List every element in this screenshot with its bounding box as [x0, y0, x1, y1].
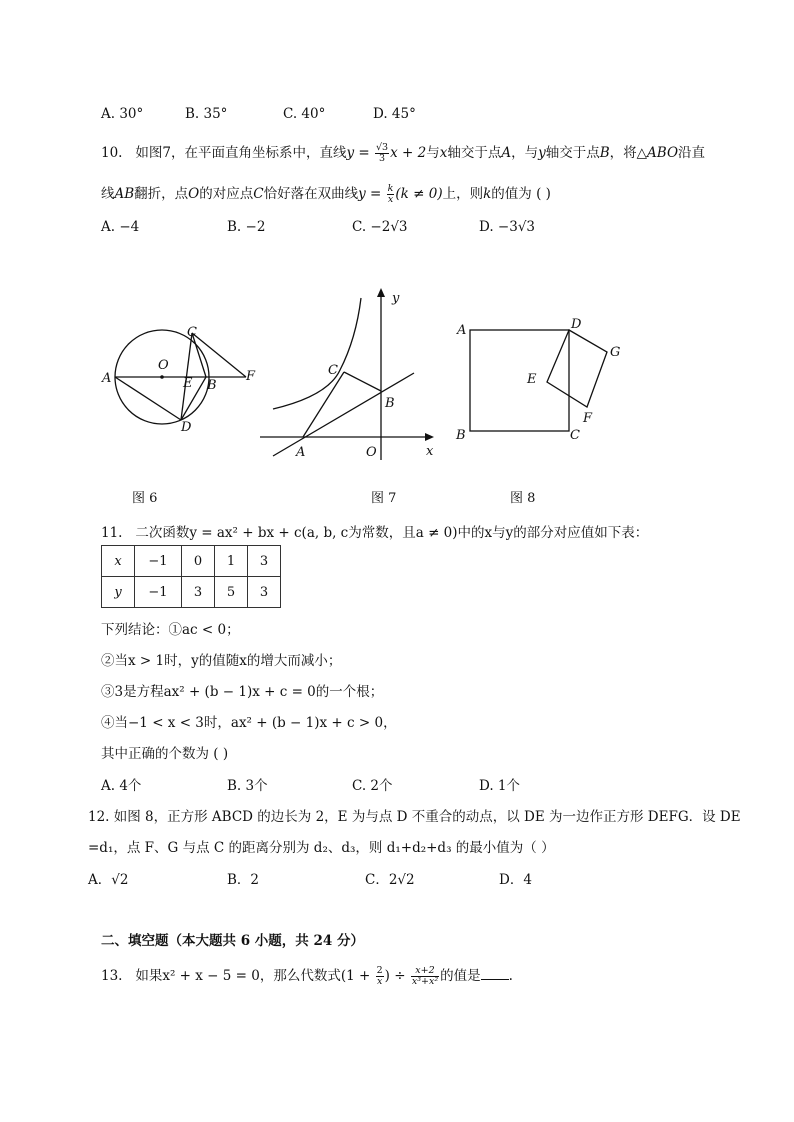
table-cell: 3: [182, 577, 215, 608]
table-cell: 5: [215, 577, 248, 608]
fig8-label-A: A: [457, 323, 467, 338]
q11-text: 二次函数y = ax² + bx + c(a, b, c为常数，且a ≠ 0)中的x与y的部分对应值如下表：: [135, 525, 649, 541]
q13-answer-blank[interactable]: [481, 967, 509, 980]
q11-option-d: D. 1个: [479, 778, 521, 794]
table-cell: 0: [182, 546, 215, 577]
table-cell: −1: [135, 577, 182, 608]
fig6-label-C: C: [187, 325, 197, 340]
fig8-label-G: G: [610, 345, 621, 360]
table-cell: −1: [135, 546, 182, 577]
fig6-label-A: A: [102, 371, 112, 386]
fig7-label-x: x: [426, 444, 434, 459]
q12-line-1: 12. 如图 8，正方形 ABCD 的边长为 2，E 为与点 D 不重合的动点，以 DE 为一边作正方形 DEFG．设 DE: [88, 809, 741, 825]
fig8-label-F: F: [583, 411, 593, 426]
q10-option-b: B. −2: [227, 219, 266, 235]
fig8-label-E: E: [527, 372, 537, 387]
q13-fraction-2: $\frac{x+2}{\text{x³+x²}}$: [411, 965, 439, 987]
q12-option-a: A．√2: [88, 872, 129, 888]
q11-question: 其中正确的个数为 ( ): [101, 746, 229, 762]
q11-conclusion-4: ④当−1 < x < 3时，ax² + (b − 1)x + c > 0，: [101, 715, 397, 731]
q10-line-2: 线AB翻折，点O的对应点C恰好落在双曲线y = $\frac{k}{x}$ (k ≠ 0)上，则k的值为 ( ): [101, 183, 551, 205]
q13-number: 13.: [101, 968, 123, 984]
figure-8-diagram: [452, 315, 632, 445]
table-cell: 3: [248, 577, 281, 608]
fig6-label-E: E: [183, 376, 193, 391]
q10-option-d: D. −3√3: [479, 219, 536, 235]
q12-option-b: B．2: [227, 872, 260, 888]
q10-eq-y: y: [346, 145, 355, 161]
table-cell: x: [102, 546, 135, 577]
q10-text: 如图7，在平面直角坐标系中，直线: [135, 145, 347, 161]
figure-8-caption: 图 8: [510, 491, 536, 506]
q10-line-1: 10. 如图7，在平面直角坐标系中，直线y = $\frac{√3}{3}$ x + 2与x轴交于点A，与y轴交于点B，将△ABO沿直: [101, 142, 706, 164]
q12-option-c: C．2√2: [365, 872, 415, 888]
q12-line-2: =d₁，点 F、G 与点 C 的距离分别为 d₂、d₃，则 d₁+d₂+d₃ 的最小值为（ ）: [88, 840, 555, 856]
q9-option-c: C. 40°: [283, 106, 326, 122]
fig7-label-A: A: [296, 445, 306, 460]
q11-option-c: C. 2个: [352, 778, 393, 794]
fig7-label-C: C: [328, 363, 338, 378]
table-cell: 3: [248, 546, 281, 577]
q10-hyperbola-fraction: $\frac{k}{x}$: [387, 183, 394, 205]
figure-7-diagram: [258, 284, 443, 464]
q11-conclusion-1: 下列结论：①ac < 0；: [101, 622, 240, 638]
q10-eq-rest: x + 2: [390, 145, 427, 161]
q9-option-a: A. 30°: [101, 106, 144, 122]
fig6-label-O: O: [158, 358, 169, 373]
q11-conclusion-3: ③3是方程ax² + (b − 1)x + c = 0的一个根；: [101, 684, 384, 700]
q10-number: 10.: [101, 145, 123, 161]
fig8-label-B: B: [456, 428, 466, 443]
q13-text: 如果x² + x − 5 = 0，那么代数式(1 +: [135, 968, 371, 984]
table-row: [102, 577, 281, 608]
q10-eq-fraction: $\frac{√3}{3}$: [376, 142, 389, 164]
q12-option-d: D．4: [499, 872, 532, 888]
table-cell: y: [102, 577, 135, 608]
q11-option-a: A. 4个: [101, 778, 142, 794]
q11-number: 11.: [101, 525, 123, 541]
q9-option-b: B. 35°: [185, 106, 228, 122]
q10-option-a: A. −4: [101, 219, 140, 235]
fig7-label-y: y: [392, 291, 400, 306]
fig8-label-C: C: [570, 428, 580, 443]
q11-conclusion-2: ②当x > 1时，y的值随x的增大而减小；: [101, 653, 342, 669]
q11-option-b: B. 3个: [227, 778, 268, 794]
fig7-label-O: O: [366, 445, 377, 460]
fig6-label-D: D: [181, 420, 192, 435]
section-2-title: 二、填空题（本大题共 6 小题，共 24 分）: [101, 933, 364, 949]
table-cell: 1: [215, 546, 248, 577]
fig6-label-F: F: [246, 369, 256, 384]
figure-6-caption: 图 6: [132, 491, 158, 506]
q11-stem: [101, 521, 648, 541]
q10-option-c: C. −2√3: [352, 219, 408, 235]
fig6-label-B: B: [207, 378, 217, 393]
q13-fraction-1: $\frac{2}{x}$: [376, 965, 383, 987]
q11-value-table: [101, 545, 281, 608]
q13-line: 13. 如果x² + x − 5 = 0，那么代数式(1 + $\frac{2}{x}$ ) ÷ $\frac{x+2}{\text{x³+x²}}$ 的值是 .: [101, 965, 513, 987]
fig7-label-B: B: [385, 396, 395, 411]
q9-option-d: D. 45°: [373, 106, 416, 122]
figure-6-diagram: [100, 318, 270, 438]
fig8-label-D: D: [571, 317, 582, 332]
figure-7-caption: 图 7: [371, 491, 397, 506]
table-row: [102, 546, 281, 577]
